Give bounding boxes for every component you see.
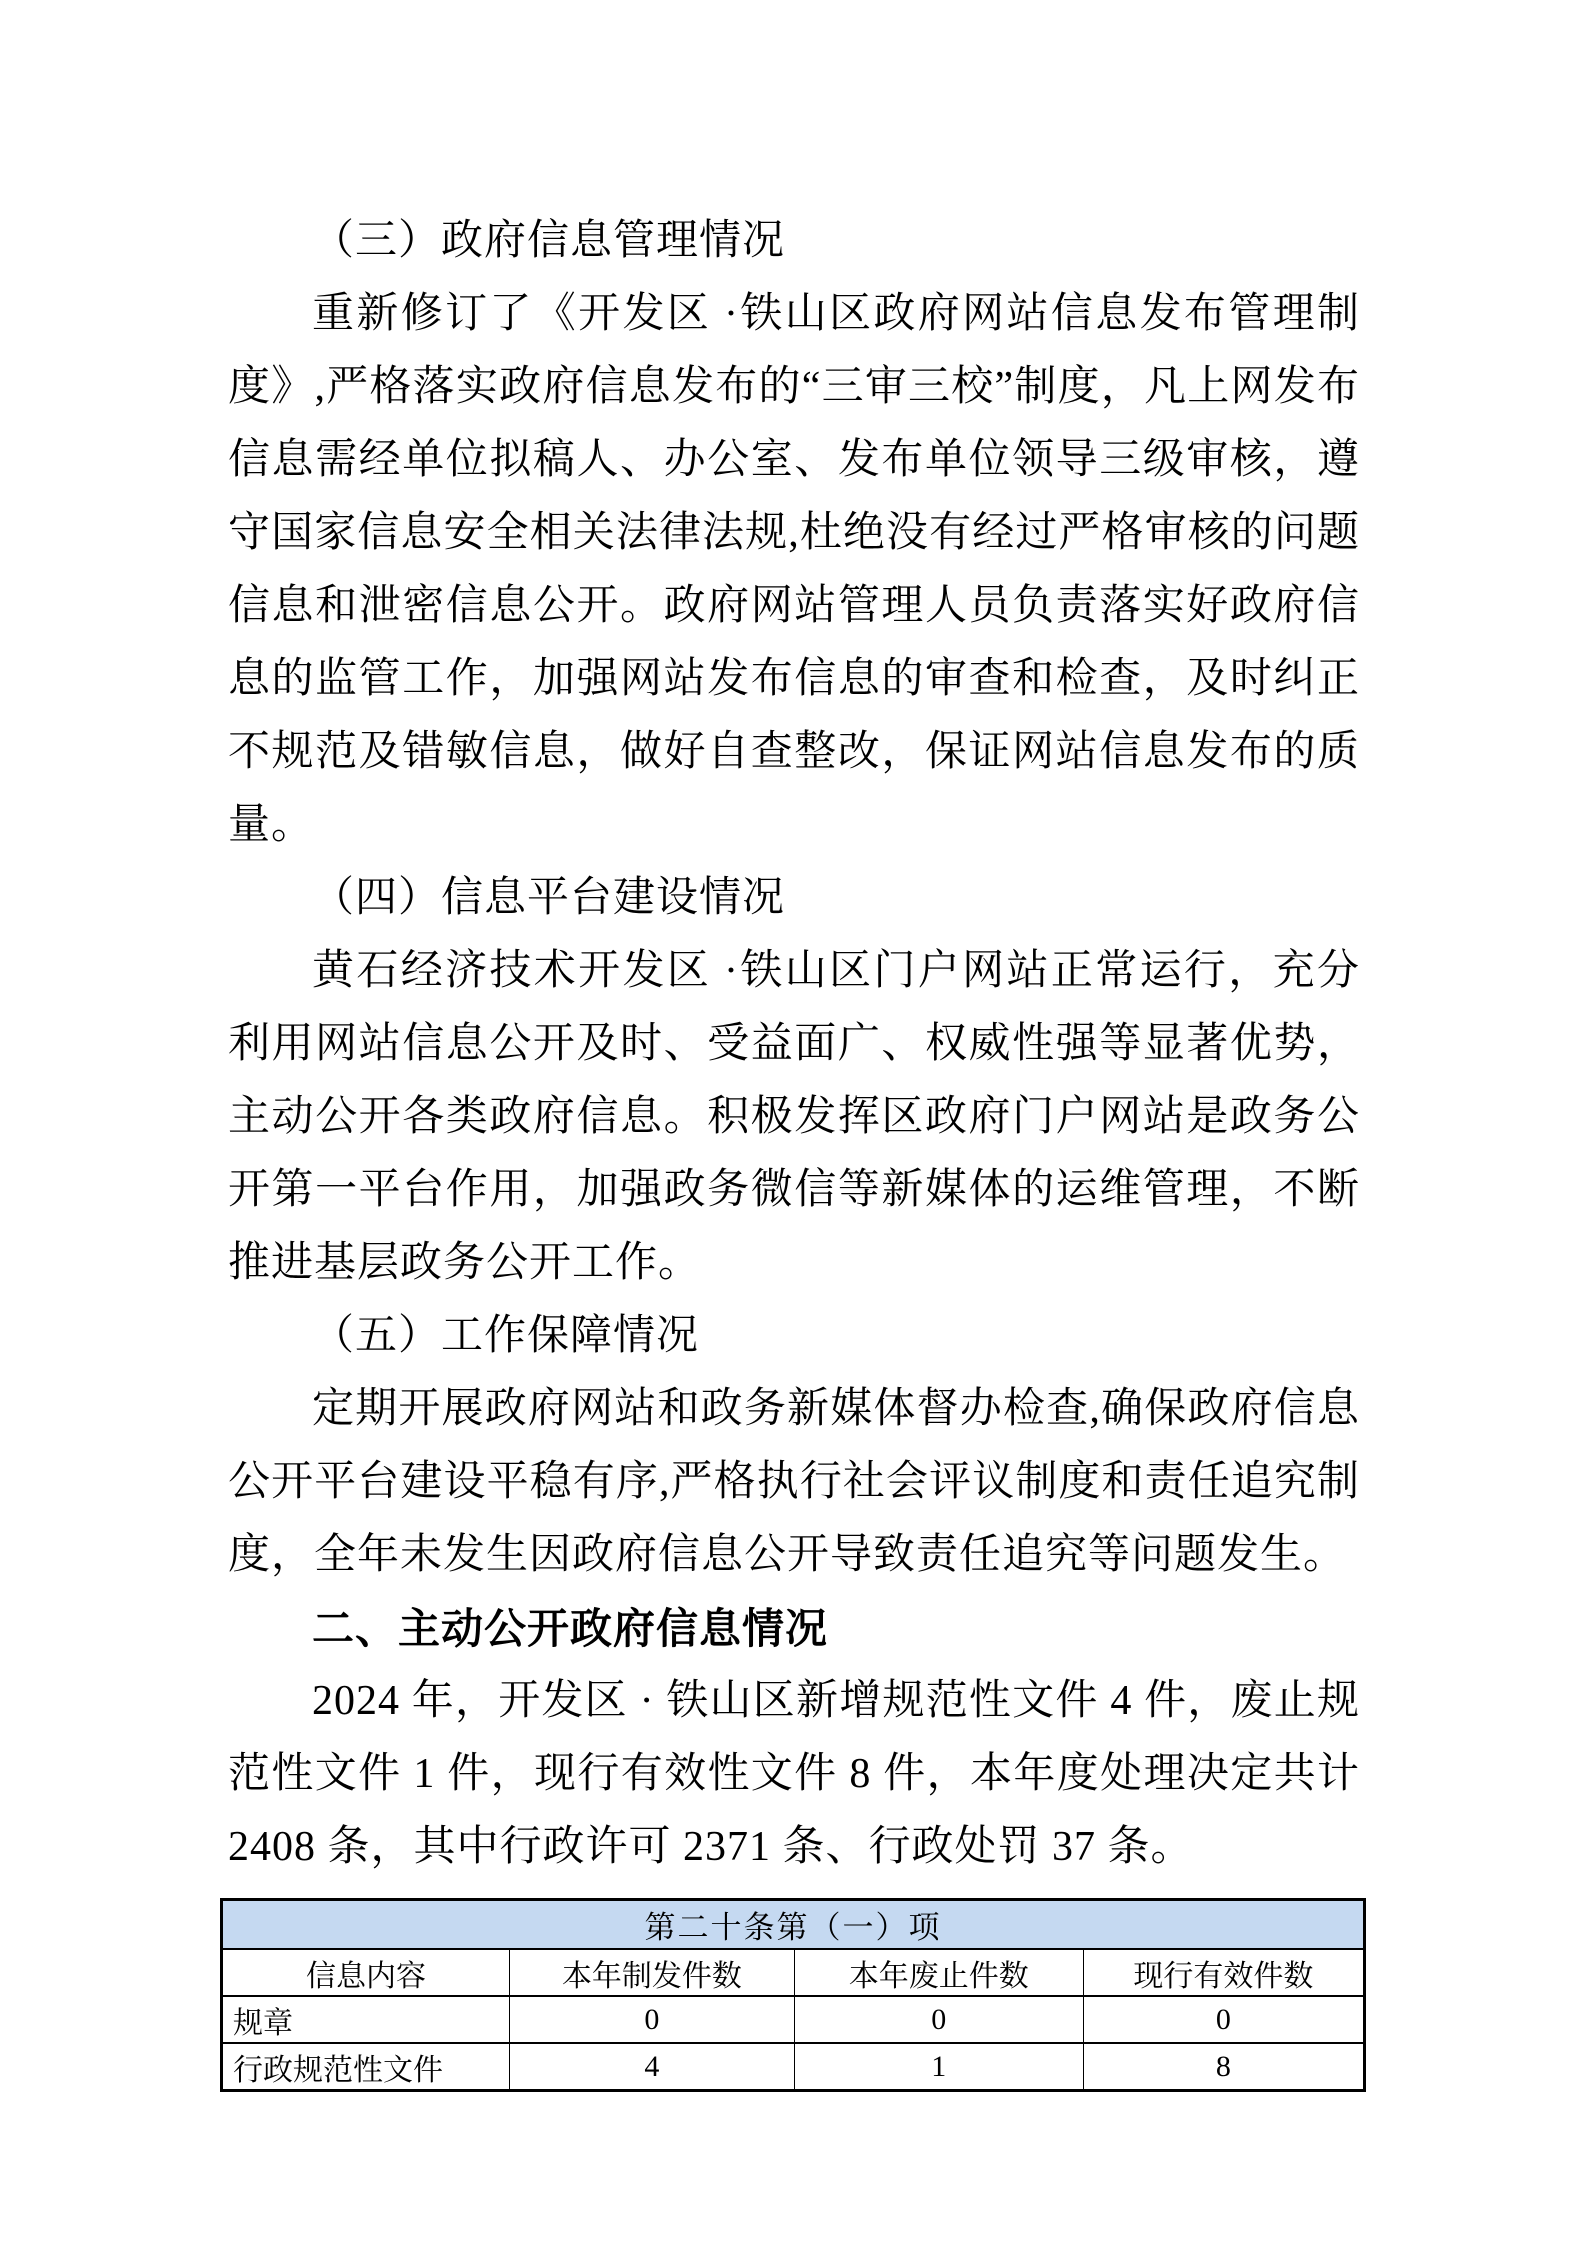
table-row-normative-documents bbox=[222, 2043, 1365, 2091]
paragraph-2024-statistics: 2024 年，开发区 · 铁山区新增规范性文件 4 件，废止规范性文件 1 件，现行有效性文件 8 件，本年度处理决定共计 2408 条，其中行政许可 2371 条、行政处罚 37 条。 bbox=[228, 1678, 1360, 1870]
col-header-issued-this-year: 本年制发件数 bbox=[510, 1949, 795, 1996]
cell-regulations-repealed: 0 bbox=[794, 1996, 1083, 2043]
table-header-row bbox=[222, 1949, 1365, 1996]
section-heading-3: （三）政府信息管理情况 bbox=[312, 218, 786, 264]
table-row-regulations bbox=[222, 1996, 1365, 2043]
paragraph-platform-construction: 黄石经济技术开发区 ·铁山区门户网站正常运行，充分利用网站信息公开及时、受益面广、权威性强等显著优势，主动公开各类政府信息。积极发挥区政府门户网站是政务公开第一平台作用，加强政务微信等新媒体的运维管理，不断推进基层政务公开工作。 bbox=[228, 948, 1360, 1286]
section-heading-proactive-disclosure: 二、主动公开政府信息情况 bbox=[312, 1605, 829, 1652]
paragraph-info-management: 重新修订了《开发区 ·铁山区政府网站信息发布管理制度》,严格落实政府信息发布的“三审三校”制度，凡上网发布信息需经单位拟稿人、办公室、发布单位领导三级审核，遵守国家信息安全相关法律法规,杜绝没有经过严格审核的问题信息和泄密信息公开。政府网站管理人员负责落实好政府信息的监管工作，加强网站发布信息的审查和检查，及时纠正不规范及错敏信息，做好自查整改，保证网站信息发布的质量。 bbox=[228, 291, 1360, 848]
col-header-currently-effective: 现行有效件数 bbox=[1083, 1949, 1364, 1996]
article-20-item-1-table bbox=[220, 1898, 1366, 2092]
col-header-repealed-this-year: 本年废止件数 bbox=[794, 1949, 1083, 1996]
table-title-row bbox=[222, 1900, 1365, 1950]
cell-normative-repealed: 1 bbox=[794, 2043, 1083, 2091]
section-heading-5: （五）工作保障情况 bbox=[312, 1313, 700, 1359]
row-label-regulations: 规章 bbox=[222, 1996, 510, 2043]
row-label-normative-documents: 行政规范性文件 bbox=[222, 2043, 510, 2091]
section-heading-4: （四）信息平台建设情况 bbox=[312, 875, 786, 921]
paragraph-work-safeguard: 定期开展政府网站和政务新媒体督办检查,确保政府信息公开平台建设平稳有序,严格执行社会评议制度和责任追究制度，全年未发生因政府信息公开导致责任追究等问题发生。 bbox=[228, 1386, 1360, 1578]
col-header-info-content: 信息内容 bbox=[222, 1949, 510, 1996]
cell-regulations-effective: 0 bbox=[1083, 1996, 1364, 2043]
cell-regulations-issued: 0 bbox=[510, 1996, 795, 2043]
cell-normative-issued: 4 bbox=[510, 2043, 795, 2091]
cell-normative-effective: 8 bbox=[1083, 2043, 1364, 2091]
table-title: 第二十条第（一）项 bbox=[222, 1900, 1365, 1950]
